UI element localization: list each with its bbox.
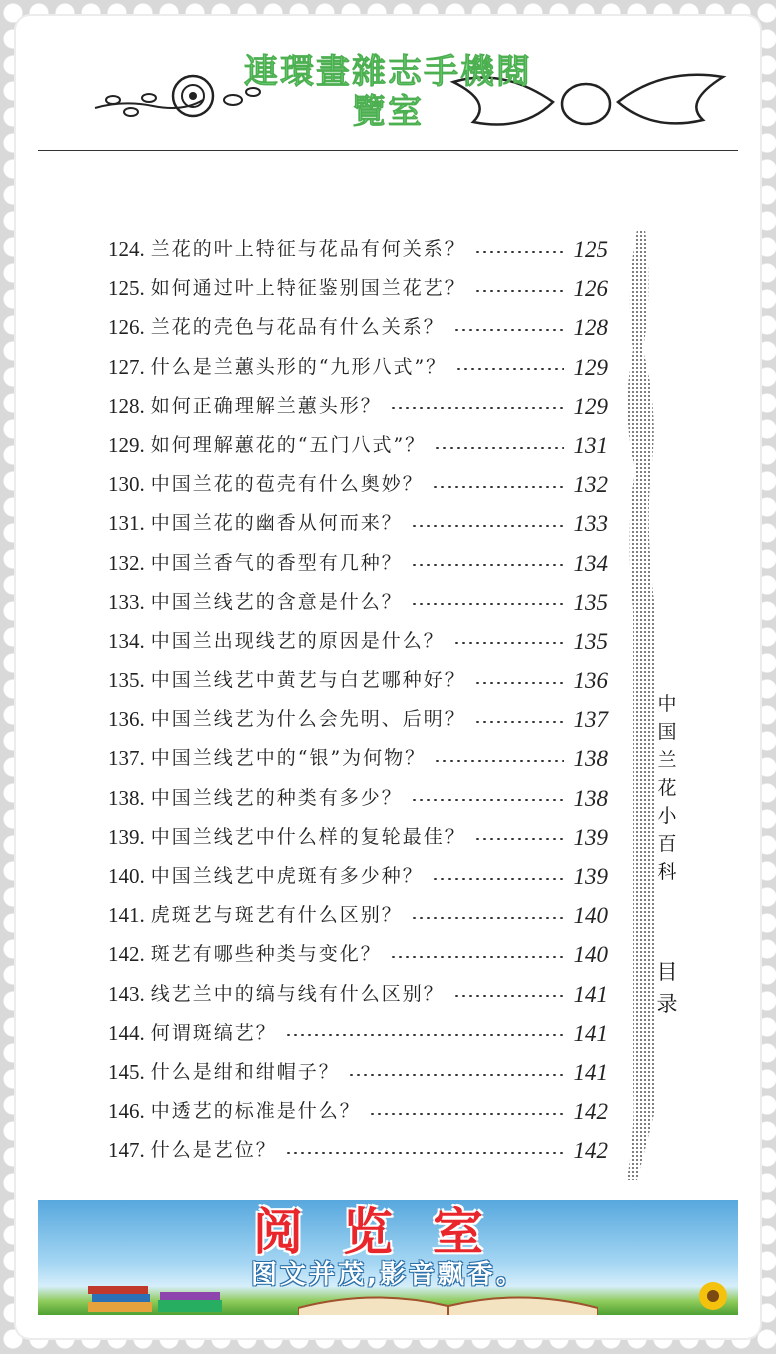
toc-entry[interactable] xyxy=(108,308,608,347)
toc-entry-number: 140. xyxy=(108,864,145,888)
toc-entry[interactable] xyxy=(108,661,608,700)
toc-entry-title: 线艺兰中的缟与线有什么区别？ xyxy=(150,982,445,1005)
toc-entry-title: 中国兰香气的香型有几种？ xyxy=(150,551,403,574)
toc-entry-number: 138. xyxy=(108,785,145,810)
toc-leader-dots xyxy=(411,525,564,527)
toc-entry-number: 131. xyxy=(108,511,145,536)
toc-entry-title: 什么是绀和绀帽子？ xyxy=(150,1060,340,1083)
toc-entry-number: 129. xyxy=(108,432,145,457)
toc-entry-page: 135 xyxy=(573,589,608,615)
toc-entry[interactable] xyxy=(108,230,608,269)
toc-entry-number: 134. xyxy=(108,628,145,653)
toc-entry-title: 中国兰线艺中的“银”为何物？ xyxy=(150,747,427,770)
toc-entry[interactable] xyxy=(108,779,608,818)
toc-entry-title: 中国兰花的幽香从何而来？ xyxy=(150,512,403,535)
toc-entry-title: 如何理解蕙花的“五门八式”？ xyxy=(150,433,427,456)
toc-entry-page: 138 xyxy=(573,785,608,811)
toc-entry-number: 136. xyxy=(108,707,145,732)
toc-entry-number: 139. xyxy=(108,824,145,849)
toc-entry-number: 145. xyxy=(108,1059,145,1084)
toc-leader-dots xyxy=(411,564,564,566)
toc-entry-page: 129 xyxy=(573,393,608,419)
toc-leader-dots xyxy=(474,682,564,684)
toc-entry[interactable] xyxy=(108,465,608,504)
reading-room-banner xyxy=(38,1200,738,1315)
toc-entry-title: 中国兰线艺的种类有多少？ xyxy=(150,786,403,809)
side-book-title: 中国兰花小百科 xyxy=(657,693,677,883)
toc-entry-title: 中国兰出现线艺的原因是什么？ xyxy=(150,629,445,652)
toc-entry-number: 126. xyxy=(108,315,145,340)
toc-leader-dots xyxy=(411,603,564,605)
toc-entry-page: 141 xyxy=(573,1059,608,1085)
table-of-contents xyxy=(108,230,608,1171)
toc-entry[interactable] xyxy=(108,1053,608,1092)
toc-entry-title: 虎斑艺与斑艺有什么区别？ xyxy=(150,904,403,927)
toc-entry-number: 133. xyxy=(108,589,145,614)
toc-leader-dots xyxy=(285,1152,564,1154)
header-title-line2: 覽室 xyxy=(352,92,424,132)
toc-leader-dots xyxy=(432,486,564,488)
toc-entry[interactable] xyxy=(108,622,608,661)
side-section-label: 目录 xyxy=(656,960,678,1016)
toc-entry-number: 127. xyxy=(108,354,145,379)
toc-leader-dots xyxy=(369,1113,564,1115)
toc-entry-number: 137. xyxy=(108,746,145,771)
toc-entry-title: 如何正确理解兰蕙头形？ xyxy=(150,394,382,417)
toc-leader-dots xyxy=(390,956,564,958)
toc-entry-page: 134 xyxy=(573,550,608,576)
toc-entry-page: 131 xyxy=(573,432,608,458)
toc-entry-number: 141. xyxy=(108,903,145,928)
toc-entry-title: 中国兰线艺为什么会先明、后明？ xyxy=(150,708,466,731)
toc-leader-dots xyxy=(474,290,564,292)
toc-entry[interactable] xyxy=(108,1092,608,1131)
toc-entry-page: 138 xyxy=(573,746,608,772)
toc-leader-dots xyxy=(432,878,564,880)
toc-entry-page: 142 xyxy=(573,1138,608,1164)
toc-entry[interactable] xyxy=(108,1014,608,1053)
toc-entry-page: 128 xyxy=(573,315,608,341)
toc-entry-title: 中国兰花的苞壳有什么奥妙？ xyxy=(150,473,424,496)
toc-entry-page: 136 xyxy=(573,668,608,694)
toc-entry-page: 132 xyxy=(573,472,608,498)
toc-entry[interactable] xyxy=(108,387,608,426)
toc-entry-page: 139 xyxy=(573,864,608,889)
toc-entry-number: 130. xyxy=(108,472,145,497)
toc-entry-page: 133 xyxy=(573,511,608,537)
toc-entry[interactable] xyxy=(108,348,608,387)
toc-entry-title: 何谓斑缟艺？ xyxy=(150,1021,277,1044)
toc-entry[interactable] xyxy=(108,269,608,308)
toc-entry-page: 140 xyxy=(573,942,608,968)
toc-entry[interactable] xyxy=(108,700,608,739)
toc-entry-number: 124. xyxy=(108,237,145,261)
banner-title: 阅览室 xyxy=(253,1203,523,1261)
toc-leader-dots xyxy=(453,995,564,997)
toc-leader-dots xyxy=(390,407,564,409)
toc-leader-dots xyxy=(285,1034,564,1036)
toc-leader-dots xyxy=(411,917,564,919)
toc-entry-page: 142 xyxy=(573,1099,608,1125)
toc-entry-number: 125. xyxy=(108,276,145,301)
toc-entry-title: 什么是兰蕙头形的“九形八式”？ xyxy=(150,355,448,378)
toc-entry-title: 中国兰线艺的含意是什么？ xyxy=(150,590,403,613)
header xyxy=(38,40,738,151)
banner-subtitle: 图文并茂,影音飘香。 xyxy=(251,1260,525,1290)
toc-entry-page: 141 xyxy=(573,1020,608,1046)
toc-entry-number: 135. xyxy=(108,668,145,693)
toc-entry-number: 144. xyxy=(108,1020,145,1045)
toc-entry-page: 125 xyxy=(573,237,608,262)
toc-leader-dots xyxy=(455,368,564,370)
toc-entry[interactable] xyxy=(108,544,608,583)
toc-leader-dots xyxy=(453,642,564,644)
toc-entry[interactable] xyxy=(108,857,608,896)
toc-leader-dots xyxy=(434,447,564,449)
toc-entry-title: 兰花的壳色与花品有什么关系？ xyxy=(150,316,445,339)
toc-entry[interactable] xyxy=(108,739,608,778)
toc-leader-dots xyxy=(474,838,564,840)
toc-entry[interactable] xyxy=(108,426,608,465)
toc-entry-number: 132. xyxy=(108,550,145,575)
toc-entry-page: 126 xyxy=(573,276,608,302)
toc-entry-page: 129 xyxy=(573,354,608,380)
toc-entry-number: 146. xyxy=(108,1099,145,1124)
toc-entry[interactable] xyxy=(108,504,608,543)
toc-entry[interactable] xyxy=(108,896,608,935)
toc-entry-title: 如何通过叶上特征鉴别国兰花艺？ xyxy=(150,277,466,300)
toc-entry-title: 中透艺的标准是什么？ xyxy=(150,1100,361,1123)
toc-leader-dots xyxy=(474,251,564,253)
toc-entry-number: 128. xyxy=(108,393,145,418)
toc-entry-page: 137 xyxy=(573,707,608,733)
toc-entry-title: 中国兰线艺中虎斑有多少种？ xyxy=(150,865,424,887)
toc-entry-number: 142. xyxy=(108,942,145,967)
toc-entry-page: 140 xyxy=(573,903,608,929)
toc-leader-dots xyxy=(474,721,564,723)
toc-leader-dots xyxy=(348,1074,564,1076)
toc-entry[interactable] xyxy=(108,818,608,857)
toc-entry-title: 斑艺有哪些种类与变化？ xyxy=(150,943,382,966)
toc-entry[interactable] xyxy=(108,935,608,974)
toc-entry-title: 中国兰线艺中黄艺与白艺哪种好？ xyxy=(150,669,466,692)
toc-entry-title: 兰花的叶上特征与花品有何关系？ xyxy=(150,238,466,260)
toc-entry-page: 139 xyxy=(573,824,608,850)
toc-entry-page: 141 xyxy=(573,981,608,1007)
toc-leader-dots xyxy=(453,329,564,331)
toc-entry-page: 135 xyxy=(573,628,608,654)
toc-entry-title: 什么是艺位？ xyxy=(150,1139,277,1162)
toc-entry[interactable] xyxy=(108,1131,608,1170)
header-title xyxy=(38,52,738,132)
toc-entry-number: 147. xyxy=(108,1138,145,1163)
toc-leader-dots xyxy=(434,760,564,762)
toc-entry-title: 中国兰线艺中什么样的复轮最佳？ xyxy=(150,825,466,848)
toc-entry[interactable] xyxy=(108,583,608,622)
toc-leader-dots xyxy=(411,799,564,801)
toc-entry-number: 143. xyxy=(108,981,145,1006)
toc-entry[interactable] xyxy=(108,975,608,1014)
header-title-line1: 連環畫雜志手機閱 xyxy=(244,52,532,92)
